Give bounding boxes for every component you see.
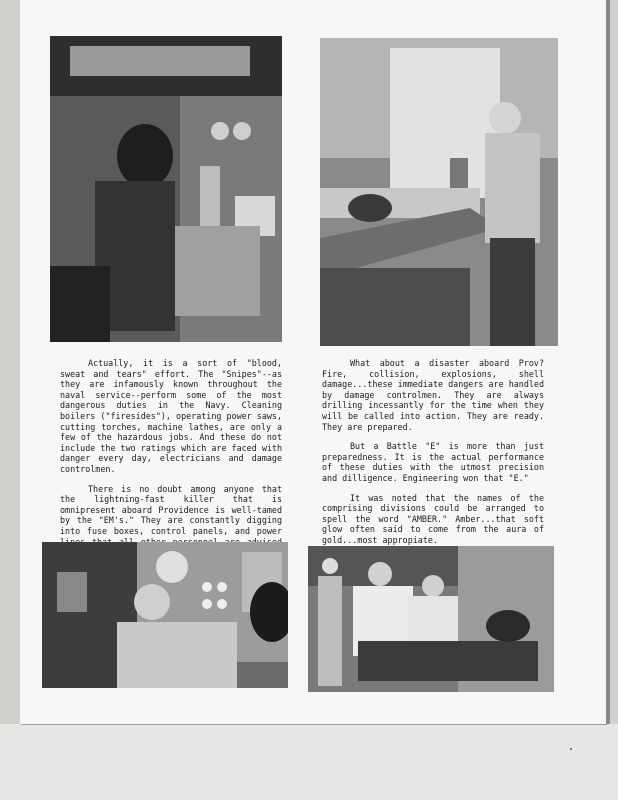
photo-engine-room-valves (50, 36, 282, 342)
photo-damage-control-bench (320, 38, 558, 346)
paragraph-electricians: There is no doubt among anyone that the lightning-fast killer that is omnipresent aboard Providence is well-tamed by the "EM's." They are constantly digging into fuse boxes, control panels, and power (60, 483, 282, 536)
paragraph-amber: It was noted that the names of the comprising divisions could be arranged to spell the word "AMBER." Amber...that soft glow often said to come from the aura of gold...most appropiate. (322, 492, 544, 545)
paragraph-damage-control: What about a disaster aboard Prov? Fire, collision, explosions, shell damage...these immediate dangers are handled by damage controlmen. They are always drilling incessantly for the time when they will be called into action. They are ready. They are prepared. (322, 358, 544, 432)
article-right-column (322, 358, 544, 555)
scan-speck (570, 748, 572, 750)
photo-electrician-panel (42, 542, 288, 688)
page-edge (606, 0, 610, 724)
photo-machinists-lathe (308, 546, 554, 692)
paragraph-battle-e: But a Battle "E" is more than just preparedness. It is the actual performance of these duties with the utmost precision and dilligence. Engineering won that "E." (322, 441, 544, 483)
scanner-bed (0, 724, 618, 800)
paragraph-snipes: Actually, it is a sort of "blood, sweat and tears" effort. The "Snipes"--as they are infamously known throughout the naval service--perform some of the most dangerous duties in the Navy. Cleaning boilers ("firesides"), operating power saws, cutting torches, machine lathes, are only a few of the hazardous jobs. And these do not include the two ratings which are faced with danger every day, electricians and damage controlmen. (60, 358, 282, 474)
